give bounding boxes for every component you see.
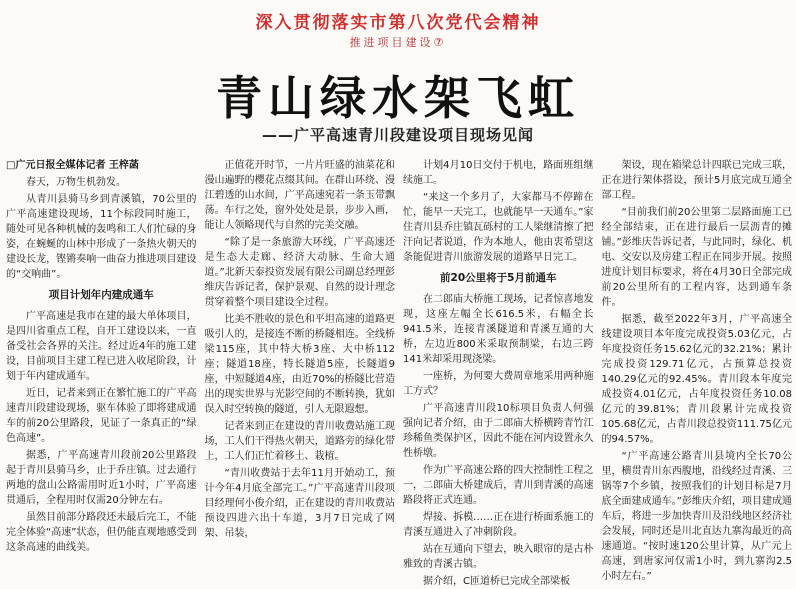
column-2	[205, 158, 396, 570]
paragraph: 春天，万物生机勃发。	[26, 177, 126, 188]
paragraph: “来这一个多月了，大家都马不停蹄在忙，能早一天完工，也就能早一天通车。”家住青川县乔庄镇瓦砾村的工人梁继清擦了把汗向记者说道，作为本地人，他由衷希望这条能促进青川旅游发展的道路早日完工。	[403, 192, 594, 263]
paragraph: “目前我们前20公里第二层路面施工已经全部结束，正在进行最后一层沥青的摊铺。”彭维庆告诉记者，与此同时，绿化、机电、交安以及房建工程正在同步开展。按照进度计划目标要求，将在4月30日全部完成前20公里所有的工程内容，达到通车条件。	[601, 207, 792, 308]
paragraph: 广平高速是我市在建的最大单体项目，是四川省重点工程，自开工建设以来，一直备受社会各界的关注。经过近4年的施工建设，目前项目主建工程已进入收尾阶段，计划于年内建成通车。	[6, 311, 197, 382]
paragraph: 正值花开时节，一片片旺盛的油菜花和漫山遍野的樱花点缀其间。在群山环绕、漫江碧透的山水间，广平高速宛若一条玉带飘荡。车行之处，窗外处处是景，步步入画，能让人领略现代与自然的完美交融。	[204, 160, 395, 231]
paragraph: 据介绍，C匝道桥已完成全部梁板	[423, 576, 570, 587]
article-subtitle: ——广平高速青川段建设项目现场见闻	[261, 126, 534, 144]
paragraph: 比美不胜收的景色和平坦高速的道路更吸引人的，是接连不断的桥隧相连。全线桥梁115座，其中特大桥3座、大中桥112座；隧道18座，特长隧道5座，长隧道9座，中短隧道4座，由近70%的桥隧比营造出的现实世界与光影空间的不断转换，犹如误入时空转换的隧道，引人无限遐想。	[204, 314, 395, 415]
paragraph: 计划4月10日交付于机电，路面班组继续施工。	[403, 160, 594, 186]
series-label: 推进项目建设⑦	[349, 36, 447, 49]
section-heading: 前20公里将于5月前通车	[440, 272, 557, 284]
paragraph: 站在互通向下望去，映入眼帘的是古朴雅致的青溪古镇。	[403, 544, 594, 570]
paragraph: 焊接、拆模……正在进行桥面系施工的青溪互通进入了冲刺阶段。	[403, 512, 594, 538]
article-body	[6, 158, 792, 587]
column-3	[403, 158, 594, 587]
paragraph: 一座桥，为何要大费周章地采用两种施工方式？	[403, 371, 594, 397]
paragraph: 在二郎庙大桥施工现场，记者惊喜地发现，这座左幅全长616.5米，右幅全长941.5米，连接青溪隧道和青溪互通的大桥，左边近800米采取预制梁，右边三跨141米却采用现浇梁。	[403, 294, 594, 365]
paragraph: 近日，记者来到正在繁忙施工的广平高速青川段建设现场，驱车体验了即将建成通车的前20公里路段，见证了一条真正的“绿色高速”。	[6, 388, 197, 444]
paragraph: 据悉，广平高速青川段前20公里路段起于青川县骑马乡，止于乔庄镇。过去通行两地的盘山公路需用时近1小时，广平高速贯通后，全程用时仅需20分钟左右。	[6, 450, 197, 506]
paragraph: “广平高速公路青川县境内全长70公里，横贯青川东西腹地，沿线经过青溪、三锅等7个乡镇，按照我们的计划目标是7月底全面建成通车。”彭维庆介绍，项目建成通车后，将进一步加快青川及沿线地区经济社会发展，同时还是川北直达九寨沟最近的高速通道。“按时速120公里计算，从广元上高速，到唐家河仅需1小时，到九寨沟2.5小时左右。”	[601, 451, 792, 582]
column-1	[6, 158, 197, 570]
paragraph: “青川收费站于去年11月开始动工，预计今年4月底全部完工。”广平高速青川段项目经理何小俊介绍，正在建设的青川收费站预设四进六出十车道，3月7日完成了网架、吊装，	[204, 468, 395, 539]
paragraph: “除了是一条旅游大环线，广平高速还是生态大走廊、经济大动脉、生命大通道。”北新天泰投资发展有限公司副总经理彭维庆告诉记者，保护景观、自然的设计理念贯穿着整个项目建设全过程。	[204, 237, 395, 308]
article-title: 青山绿水架飞虹	[216, 71, 580, 125]
paragraph: 从青川县骑马乡到青溪镇，70公里的广平高速建设现场，11个标段同时施工，随处可见各种机械的轰鸣和工人们忙碌的身姿，在蜿蜒的山林中形成了一条热火朝天的建设长龙，铿锵奏响一曲奋力推进项目建设的“交响曲”。	[6, 194, 197, 280]
paragraph: 作为广平高速公路的四大控制性工程之一，二郎庙大桥建成后，青川到青溪的高速路段将正式连通。	[403, 465, 594, 506]
paragraph: 记者来到正在建设的青川收费站施工现场，工人们干得热火朝天，道路旁的绿化带上，工人们正忙着移土、栽植。	[204, 421, 395, 462]
column-4	[601, 158, 793, 582]
section-heading: 项目计划年内建成通车	[48, 289, 154, 301]
paragraph: 虽然目前部分路段还未最后完工，不能完全体验“高速”状态，但仍能直观地感受到这条高速的曲线美。	[6, 512, 197, 553]
paragraph: 据悉，截至2022年3月，广平高速全线建设项目本年度完成投资5.03亿元，占年度投资任务15.62亿元的32.21%；累计完成投资129.71亿元，占预算总投资140.29亿元的92.45%。青川段本年度完成投资4.01亿元，占年度投资任务10.08亿元的39.81%；青川段累计完成投资105.68亿元，占青川段总投资111.75亿元的94.57%。	[601, 314, 792, 445]
paragraph: 架设，现在箱梁总计四联已完成三联，正在进行架体搭设，预计5月底完成互通全部工程。	[601, 160, 792, 201]
byline: □广元日报全媒体记者 王梓菡	[6, 160, 139, 171]
kicker-banner: 深入贯彻落实市第八次党代会精神	[255, 13, 541, 33]
paragraph: 广平高速青川段10标项目负责人何强强向记者介绍，由于二郎庙大桥横跨青竹江珍稀鱼类保护区，因此不能在河内设置永久性桥墩。	[403, 403, 594, 459]
